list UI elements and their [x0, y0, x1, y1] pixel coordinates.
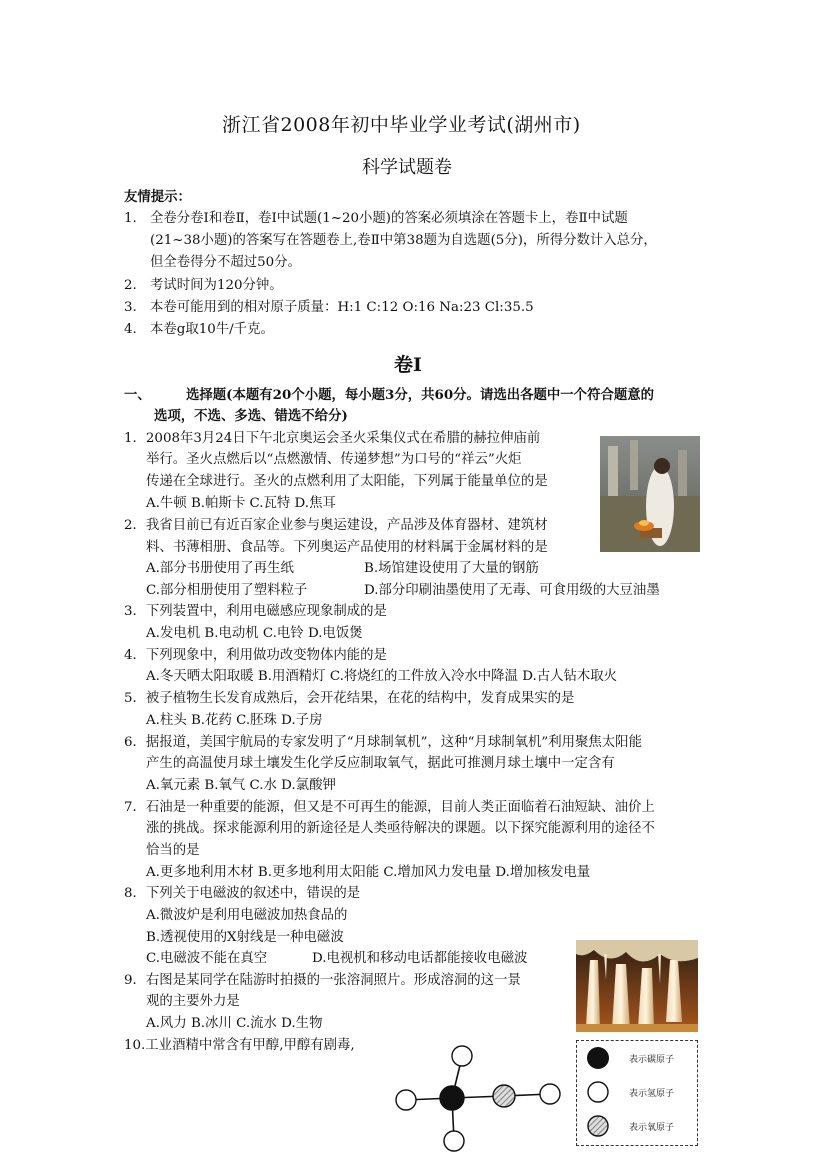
- question-6-options: A.氧元素 B.氧气 C.水 D.氯酸钾: [146, 778, 336, 793]
- question-7-options: A.更多地利用木材 B.更多地利用太阳能 C.增加风力发电量 D.增加核发电量: [146, 865, 591, 880]
- question-9-stem: 9．右图是某同学在陆游时拍摄的一张溶洞照片。形成溶洞的这一景: [124, 973, 521, 988]
- section-title: 卷Ⅰ: [394, 354, 422, 376]
- exam-subtitle: 科学试题卷: [362, 157, 452, 178]
- question-8-option-c: C.电磁波不能在真空: [146, 951, 268, 966]
- hydrogen-atom-icon: [585, 1079, 611, 1105]
- question-7-stem: 涨的挑战。探求能源利用的新途径是人类亟待解决的课题。以下探究能源利用的途径不: [146, 821, 655, 836]
- carbon-atom: [440, 1086, 464, 1110]
- question-4-stem: 4．下列现象中，利用做功改变物体内能的是: [124, 648, 387, 663]
- question-7-stem: 恰当的是: [146, 843, 200, 858]
- question-5-stem: 5．被子植物生长发育成熟后，会开花结果，在花的结构中，发育成果实的是: [124, 691, 575, 706]
- question-1-stem: 1．2008年3月24日下午北京奥运会圣火采集仪式在希腊的赫拉伸庙前: [124, 431, 541, 446]
- question-4-options: A.冬天晒太阳取暖 B.用酒精灯 C.将烧红的工件放入冷水中降温 D.古人钻木取火: [146, 669, 618, 684]
- question-1-stem: 传递在全球进行。圣火的点燃利用了太阳能，下列属于能量单位的是: [146, 474, 548, 489]
- question-1-options: A.牛顿 B.帕斯卡 C.瓦特 D.焦耳: [146, 496, 336, 511]
- legend-carbon-label: 表示碳原子: [629, 1055, 675, 1065]
- question-8-stem: 8．下列关于电磁波的叙述中，错误的是: [124, 886, 361, 901]
- tip-line: 但全卷得分不超过50分。: [150, 255, 301, 270]
- tip-line: 本卷可能用到的相对原子质量：H:1 C:12 O:16 Na:23 Cl:35.5: [150, 300, 534, 315]
- part-instructions: 选择题(本题有20个小题，每小题3分，共60分。请选出各题中一个符合题意的: [186, 387, 655, 403]
- question-2-option-d: D.部分印刷油墨使用了无毒、可食用级的大豆油墨: [364, 583, 660, 598]
- exam-title: 浙江省2008年初中毕业学业考试(湖州市): [222, 114, 581, 136]
- question-2-option-a: A.部分书册使用了再生纸: [146, 561, 294, 576]
- question-6-stem: 产生的高温使月球土壤发生化学反应制取氧气，据此可推测月球土壤中一定含有: [146, 756, 615, 771]
- tip-number: 4.: [124, 322, 137, 337]
- question-10-stem: 10.工业酒精中常含有甲醇,甲醇有剧毒,: [124, 1038, 355, 1053]
- part-instructions: 选项，不选、多选、错选不给分): [154, 408, 348, 424]
- hydrogen-atom: [452, 1046, 472, 1066]
- question-1-stem: 举行。圣火点燃后以“点燃激情、传递梦想”为口号的“祥云”火炬: [146, 452, 522, 467]
- oxygen-atom: [493, 1085, 515, 1107]
- question-3-stem: 3．下列装置中，利用电磁感应现象制成的是: [124, 604, 387, 619]
- tip-line: (21~38小题)的答案写在答题卷上,卷Ⅱ中第38题为自选题(5分)，所得分数计入总分，: [150, 233, 657, 248]
- tip-number: 2.: [124, 278, 137, 293]
- oxygen-atom-icon: [585, 1113, 611, 1139]
- question-6-stem: 6．据报道，美国宇航局的专家发明了“月球制氧机”，这种“月球制氧机”利用聚焦太阳能: [124, 735, 642, 750]
- part-number: 一、: [124, 387, 151, 403]
- question-8-option-d: D.电视机和移动电话都能接收电磁波: [312, 951, 528, 966]
- tip-line: 本卷g取10牛/千克。: [150, 322, 274, 337]
- atom-legend: [576, 1040, 698, 1146]
- legend-hydrogen-label: 表示氢原子: [629, 1089, 675, 1099]
- tip-line: 全卷分卷Ⅰ和卷Ⅱ，卷Ⅰ中试题(1~20小题)的答案必须填涂在答题卡上，卷Ⅱ中试题: [150, 211, 628, 226]
- hydrogen-atom: [540, 1084, 560, 1104]
- question-5-options: A.柱头 B.花药 C.胚珠 D.子房: [146, 713, 323, 728]
- legend-oxygen-label: 表示氧原子: [629, 1123, 675, 1133]
- tip-number: 1.: [124, 211, 137, 226]
- tip-number: 3.: [124, 300, 137, 315]
- question-8-option-a: A.微波炉是利用电磁波加热食品的: [146, 908, 348, 923]
- karst-cave-photo: [576, 940, 698, 1032]
- question-3-options: A.发电机 B.电动机 C.电铃 D.电饭煲: [146, 626, 363, 641]
- question-2-stem: 料、书薄相册、食品等。下列奥运产品使用的材料属于金属材料的是: [146, 540, 548, 555]
- hydrogen-atom: [444, 1131, 464, 1151]
- question-2-option-c: C.部分相册使用了塑料粒子: [146, 583, 308, 598]
- question-9-stem: 观的主要外力是: [146, 994, 240, 1009]
- torch-ceremony-photo: [600, 436, 700, 552]
- question-8-option-b: B.透视使用的X射线是一种电磁波: [146, 930, 344, 945]
- question-7-stem: 7．石油是一种重要的能源，但又是不可再生的能源，目前人类正面临着石油短缺、油价上: [124, 800, 655, 815]
- carbon-atom-icon: [585, 1045, 611, 1071]
- question-2-stem: 2．我省目前已有近百家企业参与奥运建设，产品涉及体育器材、建筑材: [124, 518, 548, 533]
- tip-line: 考试时间为120分钟。: [150, 278, 283, 293]
- question-9-options: A.风力 B.冰川 C.流水 D.生物: [146, 1016, 323, 1031]
- question-2-option-b: B.场馆建设使用了大量的钢筋: [364, 561, 539, 576]
- methanol-molecule-diagram: [390, 1040, 570, 1162]
- hydrogen-atom: [396, 1090, 416, 1110]
- tips-heading: 友情提示：: [124, 189, 191, 205]
